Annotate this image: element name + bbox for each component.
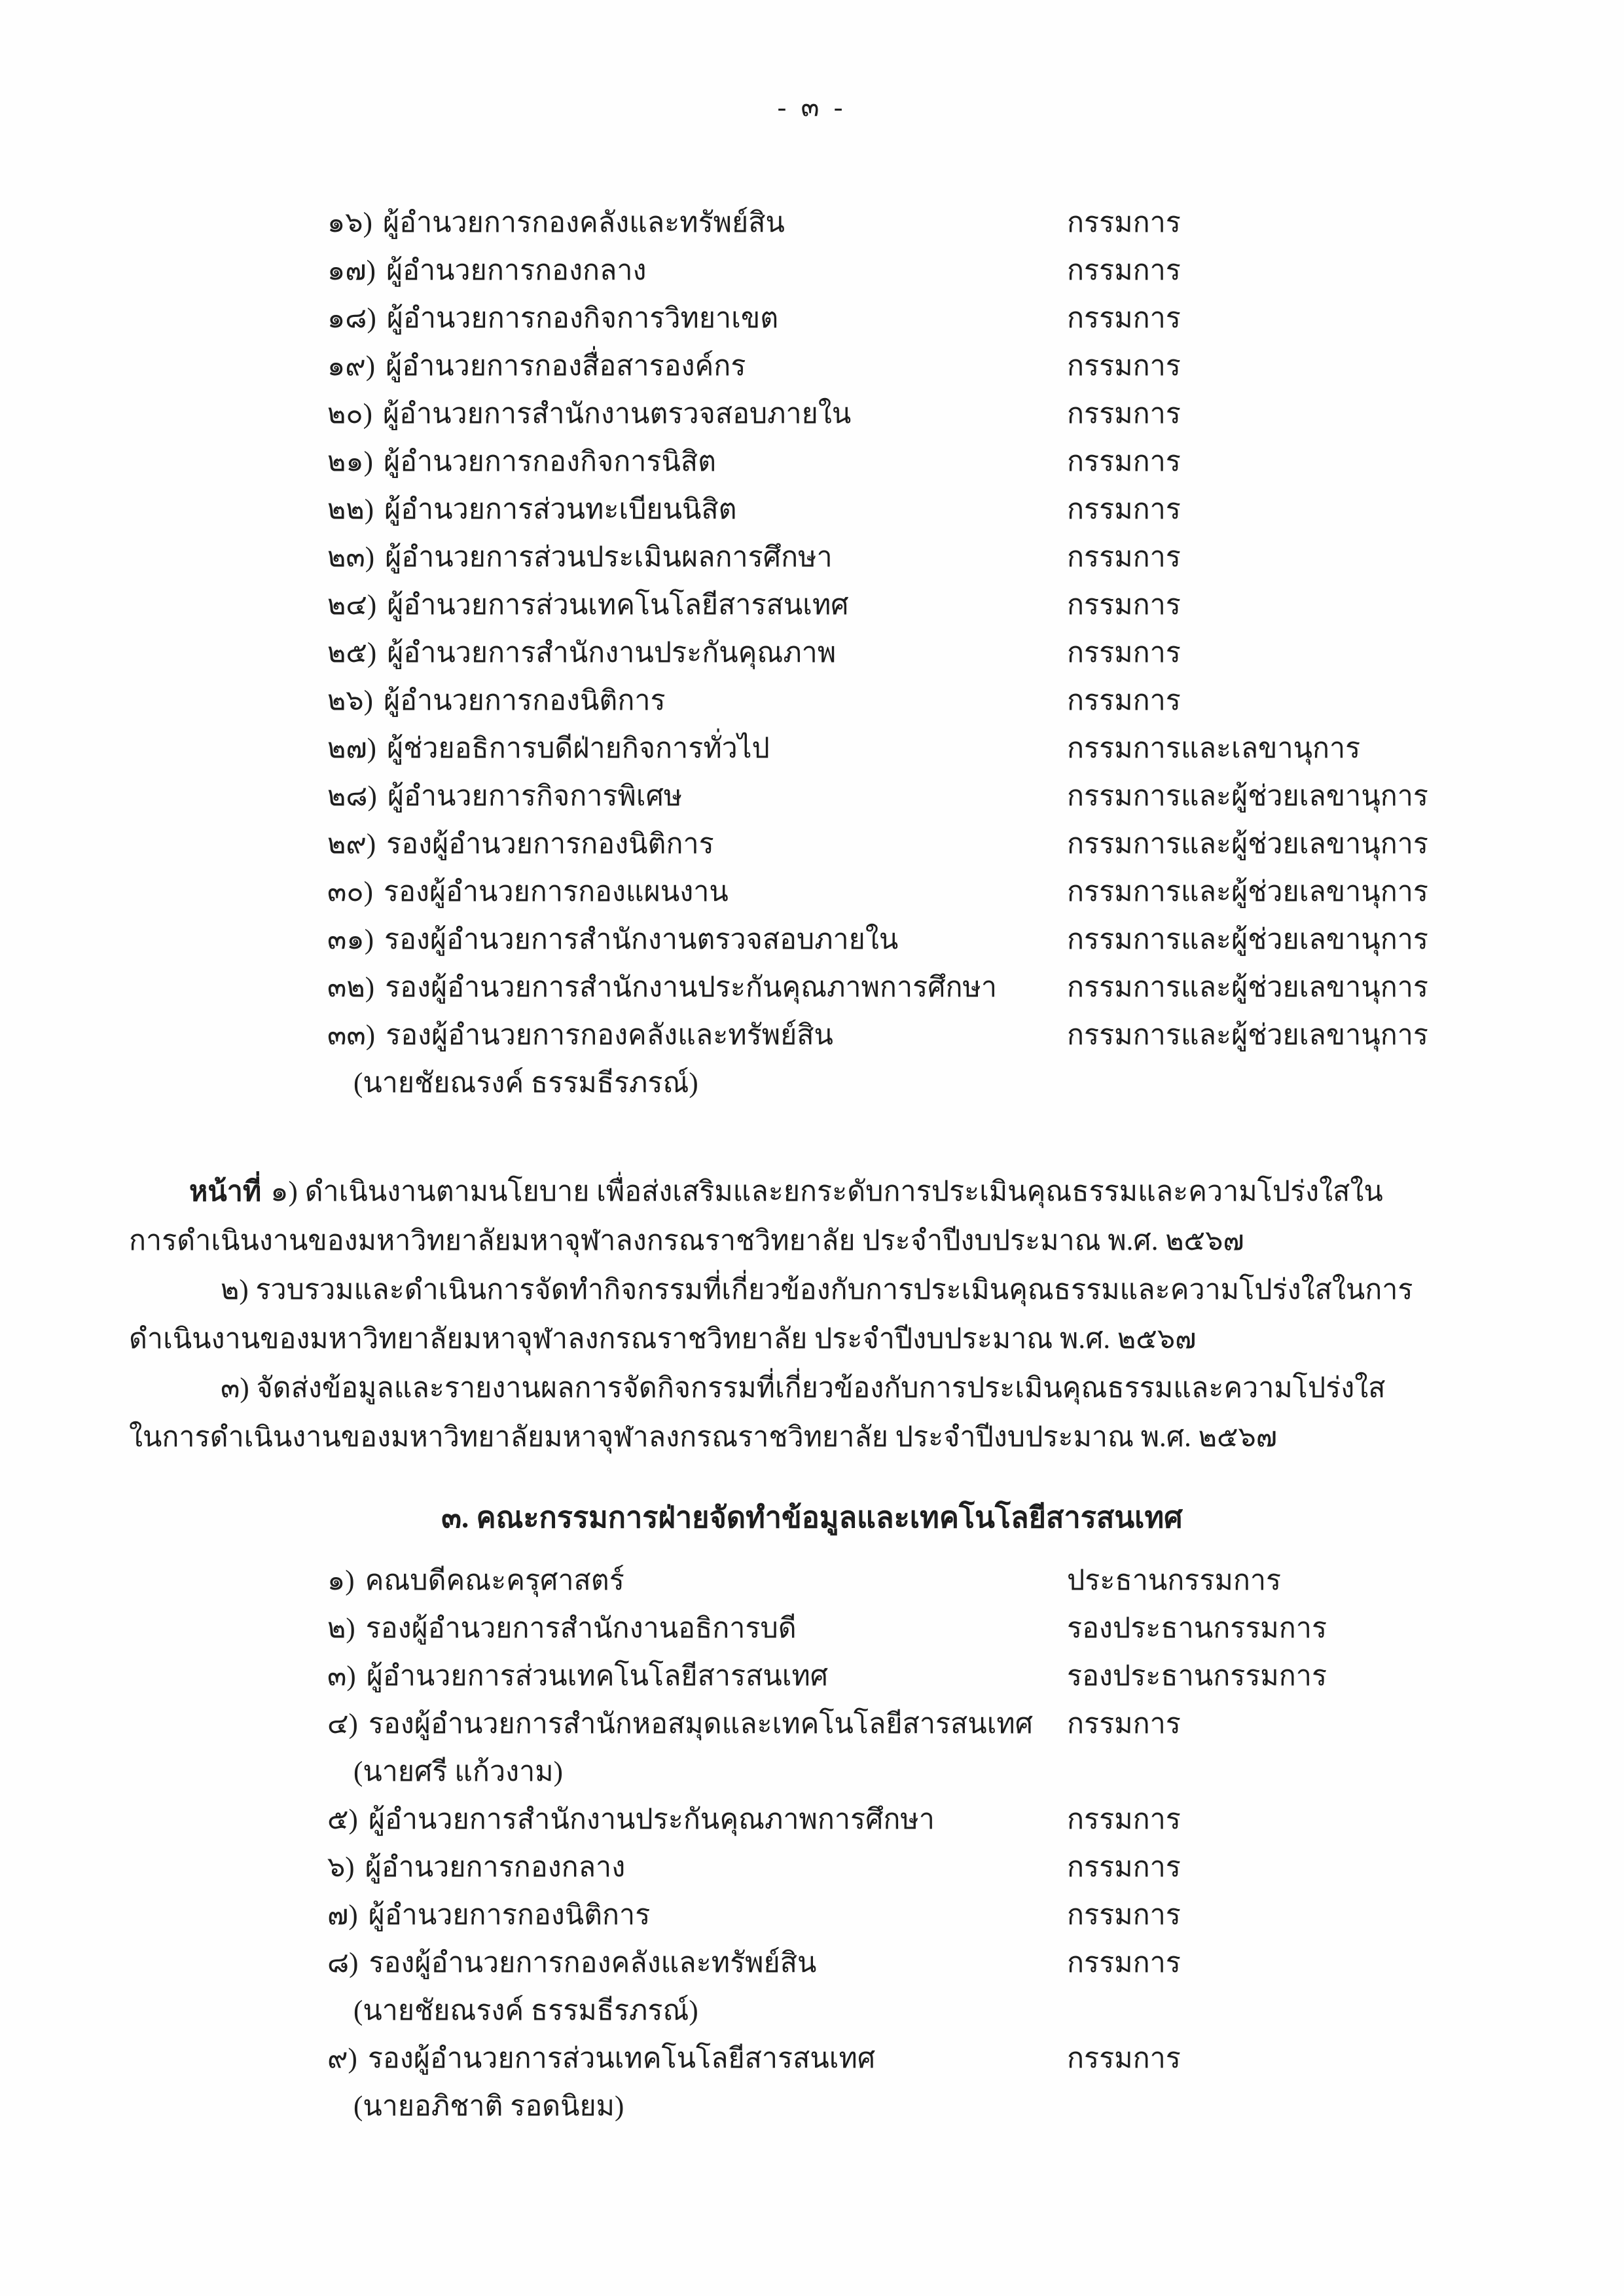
item-role: กรรมการ	[1067, 208, 1181, 238]
item-title: ผู้อำนวยการกองนิติการ	[383, 685, 666, 716]
committee-row	[327, 820, 1624, 868]
member-name: (นายอภิชาติ รอดนิยม)	[353, 2091, 624, 2122]
item-number: ๓๑)	[327, 924, 374, 955]
item-role: กรรมการ	[1067, 1804, 1181, 1835]
item-title: ผู้อำนวยการส่วนประเมินผลการศึกษา	[385, 542, 833, 573]
item-title: รองผู้อำนวยการกองคลังและทรัพย์สิน	[369, 1948, 817, 1978]
item-role: กรรมการและเลขานุการ	[1067, 733, 1361, 764]
item-title: ผู้อำนวยการกองคลังและทรัพย์สิน	[382, 208, 785, 238]
item-title: ผู้อำนวยการกองกิจการวิทยาเขต	[386, 303, 779, 334]
item-role: กรรมการ	[1067, 303, 1181, 334]
item-role: กรรมการ	[1067, 638, 1181, 668]
item-number: ๕)	[327, 1804, 358, 1835]
page-number: - ๓ -	[777, 92, 847, 122]
committee-row	[327, 1557, 1624, 1605]
item-title: ผู้อำนวยการสำนักงานตรวจสอบภายใน	[382, 399, 852, 429]
committee-row	[327, 629, 1624, 677]
item-role: กรรมการและผู้ช่วยเลขานุการ	[1067, 877, 1428, 907]
item-role: กรรมการ	[1067, 1900, 1181, 1931]
item-role: กรรมการ	[1067, 590, 1181, 621]
item-title: รองผู้อำนวยการสำนักงานประกันคุณภาพการศึกษา	[385, 972, 998, 1003]
item-number: ๒๐)	[327, 399, 372, 429]
duties-paragraph	[129, 1167, 1526, 1462]
item-number: ๓)	[327, 1661, 356, 1692]
duties-line: ๒) รวบรวมและดำเนินการจัดทำกิจกรรมที่เกี่ยวข้องกับการประเมินคุณธรรมและความโปร่งใสในการ	[221, 1275, 1413, 1305]
item-number: ๒๘)	[327, 781, 377, 812]
item-number: ๓๒)	[327, 972, 375, 1003]
item-role: กรรมการ	[1067, 2043, 1181, 2074]
duties-line: ในการดำเนินงานของมหาวิทยาลัยมหาจุฬาลงกรณราชวิทยาลัย ประจำปีงบประมาณ พ.ศ. ๒๕๖๗	[129, 1422, 1278, 1453]
item-number: ๒๕)	[327, 638, 377, 668]
item-role: กรรมการ	[1067, 351, 1181, 382]
committee-row	[327, 916, 1624, 964]
section3-heading: ๓. คณะกรรมการฝ่ายจัดทำข้อมูลและเทคโนโลยีสารสนเทศ	[441, 1501, 1183, 1534]
item-number: ๒๒)	[327, 494, 374, 525]
item-title: รองผู้อำนวยการสำนักงานอธิการบดี	[365, 1613, 797, 1644]
item-number: ๒)	[327, 1613, 355, 1644]
item-role: กรรมการ	[1067, 542, 1181, 573]
item-title: ผู้ช่วยอธิการบดีฝ่ายกิจการทั่วไป	[387, 733, 770, 764]
committee-row	[327, 773, 1624, 820]
duties-text: ๑) ดำเนินงานตามนโยบาย เพื่อส่งเสริมและยกระดับการประเมินคุณธรรมและความโปร่งใสใน	[270, 1176, 1383, 1207]
committee-row	[327, 1796, 1624, 1844]
committee-row	[327, 2035, 1624, 2083]
duties-line: ๓) จัดส่งข้อมูลและรายงานผลการจัดกิจกรรมที่เกี่ยวข้องกับการประเมินคุณธรรมและความโปร่งใส	[221, 1373, 1386, 1404]
item-number: ๑๘)	[327, 303, 376, 334]
item-role: กรรมการ	[1067, 255, 1181, 286]
duties-line: ดำเนินงานของมหาวิทยาลัยมหาจุฬาลงกรณราชวิทยาลัย ประจำปีงบประมาณ พ.ศ. ๒๕๖๗	[129, 1324, 1197, 1355]
item-title: ผู้อำนวยการส่วนทะเบียนนิสิต	[384, 494, 737, 525]
committee-row	[327, 199, 1624, 247]
item-title: ผู้อำนวยการสำนักงานประกันคุณภาพ	[387, 638, 837, 668]
item-title: ผู้อำนวยการกองกลาง	[365, 1852, 626, 1883]
committee-row	[327, 438, 1624, 486]
item-role: กรรมการ	[1067, 399, 1181, 429]
item-title: คณบดีคณะครุศาสตร์	[365, 1565, 624, 1596]
item-number: ๑๗)	[327, 255, 376, 286]
committee-row	[327, 534, 1624, 581]
section3-committee-list	[327, 1557, 1624, 2130]
item-role: กรรมการ	[1067, 685, 1181, 716]
committee-row	[327, 1011, 1624, 1059]
item-role: ประธานกรรมการ	[1067, 1565, 1282, 1596]
item-role: กรรมการและผู้ช่วยเลขานุการ	[1067, 781, 1428, 812]
committee-row	[327, 868, 1624, 916]
item-number: ๒๗)	[327, 733, 376, 764]
committee-row	[327, 1891, 1624, 1939]
item-role: รองประธานกรรมการ	[1067, 1661, 1327, 1692]
item-role: กรรมการและผู้ช่วยเลขานุการ	[1067, 1020, 1428, 1051]
item-number: ๖)	[327, 1852, 355, 1883]
item-number: ๗)	[327, 1900, 358, 1931]
item-title: รองผู้อำนวยการกองแผนงาน	[383, 877, 729, 907]
item-number: ๔)	[327, 1709, 358, 1740]
item-title: ผู้อำนวยการสำนักงานประกันคุณภาพการศึกษา	[368, 1804, 935, 1835]
item-title: ผู้อำนวยการกองสื่อสารองค์กร	[386, 351, 746, 382]
item-role: กรรมการ	[1067, 494, 1181, 525]
committee-row	[327, 964, 1624, 1011]
committee-row	[327, 1844, 1624, 1891]
item-title: รองผู้อำนวยการสำนักงานตรวจสอบภายใน	[384, 924, 899, 955]
item-role: กรรมการ	[1067, 1709, 1181, 1740]
item-number: ๒๑)	[327, 446, 373, 477]
committee-row	[327, 1939, 1624, 1987]
item-number: ๒๖)	[327, 685, 373, 716]
committee-row	[327, 247, 1624, 295]
committee-row	[327, 725, 1624, 773]
item-number: ๓๐)	[327, 877, 373, 907]
duties-label: หน้าที่	[189, 1176, 262, 1207]
item-title: รองผู้อำนวยการกองคลังและทรัพย์สิน	[386, 1020, 833, 1051]
item-title: รองผู้อำนวยการสำนักหอสมุดและเทคโนโลยีสารสนเทศ	[368, 1709, 1034, 1740]
committee-list-continued	[327, 199, 1624, 1107]
committee-row	[327, 486, 1624, 534]
member-name: (นายชัยณรงค์ ธรรมธีรภรณ์)	[353, 1068, 698, 1099]
item-title: ผู้อำนวยการส่วนเทคโนโลยีสารสนเทศ	[387, 590, 849, 621]
item-role: กรรมการ	[1067, 1948, 1181, 1978]
item-title: ผู้อำนวยการกองนิติการ	[368, 1900, 651, 1931]
item-title: ผู้อำนวยการกิจการพิเศษ	[387, 781, 683, 812]
item-title: ผู้อำนวยการกองกลาง	[386, 255, 647, 286]
committee-row	[327, 1700, 1624, 1748]
item-role: กรรมการและผู้ช่วยเลขานุการ	[1067, 924, 1428, 955]
committee-row	[327, 342, 1624, 390]
member-name: (นายศรี แก้วงาม)	[353, 1757, 563, 1787]
committee-row	[327, 390, 1624, 438]
committee-row	[327, 1652, 1624, 1700]
item-number: ๒๙)	[327, 829, 376, 860]
committee-row	[327, 295, 1624, 342]
item-title: ผู้อำนวยการกองกิจการนิสิต	[383, 446, 717, 477]
item-number: ๑๙)	[327, 351, 376, 382]
item-role: กรรมการ	[1067, 446, 1181, 477]
item-number: ๑)	[327, 1565, 355, 1596]
duties-line: การดำเนินงานของมหาวิทยาลัยมหาจุฬาลงกรณราชวิทยาลัย ประจำปีงบประมาณ พ.ศ. ๒๕๖๗	[129, 1226, 1244, 1256]
item-role: กรรมการและผู้ช่วยเลขานุการ	[1067, 829, 1428, 860]
item-title: รองผู้อำนวยการกองนิติการ	[386, 829, 714, 860]
item-number: ๙)	[327, 2043, 357, 2074]
committee-row	[327, 677, 1624, 725]
item-number: ๓๓)	[327, 1020, 376, 1051]
item-number: ๘)	[327, 1948, 359, 1978]
item-number: ๒๓)	[327, 542, 375, 573]
item-title: รองผู้อำนวยการส่วนเทคโนโลยีสารสนเทศ	[367, 2043, 876, 2074]
item-number: ๒๔)	[327, 590, 377, 621]
item-role: รองประธานกรรมการ	[1067, 1613, 1327, 1644]
committee-row	[327, 1605, 1624, 1652]
item-title: ผู้อำนวยการส่วนเทคโนโลยีสารสนเทศ	[366, 1661, 829, 1692]
item-number: ๑๖)	[327, 208, 372, 238]
item-role: กรรมการ	[1067, 1852, 1181, 1883]
member-name: (นายชัยณรงค์ ธรรมธีรภรณ์)	[353, 1995, 698, 2026]
duties-line	[129, 1167, 1526, 1216]
committee-row	[327, 581, 1624, 629]
item-role: กรรมการและผู้ช่วยเลขานุการ	[1067, 972, 1428, 1003]
